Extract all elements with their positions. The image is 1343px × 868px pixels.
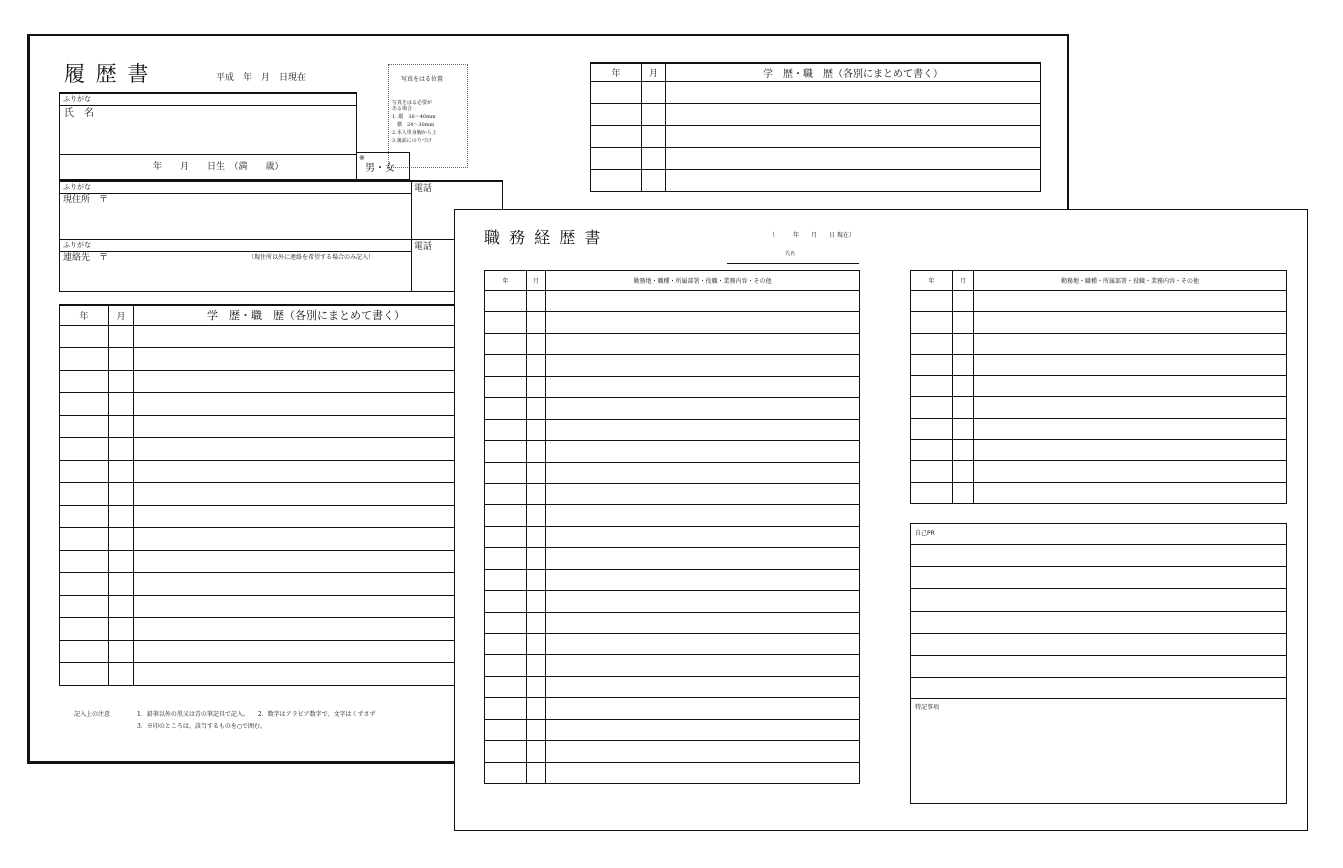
year-cell[interactable] <box>591 103 642 125</box>
content-cell[interactable] <box>546 698 860 719</box>
year-cell[interactable] <box>485 612 527 633</box>
content-cell[interactable] <box>134 663 479 686</box>
table-row <box>911 461 1287 482</box>
table-row <box>485 312 860 333</box>
year-cell[interactable] <box>60 640 109 663</box>
month-cell[interactable] <box>642 147 666 169</box>
content-cell[interactable] <box>546 505 860 526</box>
content-cell[interactable] <box>134 348 479 371</box>
table-row <box>60 663 479 686</box>
history-table-left <box>59 304 479 686</box>
month-cell[interactable] <box>527 441 546 462</box>
content-cell[interactable] <box>974 482 1287 503</box>
month-cell[interactable] <box>527 719 546 740</box>
month-cell[interactable] <box>527 698 546 719</box>
year-cell[interactable] <box>60 483 109 506</box>
table-row <box>911 418 1287 439</box>
year-cell[interactable] <box>911 312 953 333</box>
month-cell[interactable] <box>527 526 546 547</box>
content-cell[interactable] <box>974 354 1287 375</box>
year-cell[interactable] <box>591 125 642 147</box>
month-cell[interactable] <box>953 333 974 354</box>
table-row <box>485 698 860 719</box>
address-block <box>59 180 412 240</box>
year-cell[interactable] <box>60 618 109 641</box>
rirekisho-date-line: 平成 年 月 日現在 <box>216 73 307 83</box>
month-cell[interactable] <box>527 312 546 333</box>
year-cell[interactable] <box>485 526 527 547</box>
career-right-header-year: 年 <box>911 271 953 291</box>
content-cell[interactable] <box>974 291 1287 312</box>
month-cell[interactable] <box>527 676 546 697</box>
shokumu-sheet <box>454 209 1308 831</box>
content-cell[interactable] <box>546 483 860 504</box>
year-cell[interactable] <box>485 398 527 419</box>
content-cell[interactable] <box>546 655 860 676</box>
month-cell[interactable] <box>527 376 546 397</box>
year-cell[interactable] <box>60 460 109 483</box>
month-cell[interactable] <box>109 618 134 641</box>
month-cell[interactable] <box>527 548 546 569</box>
content-cell[interactable] <box>666 169 1041 191</box>
year-cell[interactable] <box>485 462 527 483</box>
year-cell[interactable] <box>485 483 527 504</box>
history-header-month: 月 <box>109 305 134 325</box>
table-row <box>60 618 479 641</box>
right-header-year: 年 <box>591 63 642 81</box>
year-cell[interactable] <box>485 333 527 354</box>
year-cell[interactable] <box>60 415 109 438</box>
month-cell[interactable] <box>527 355 546 376</box>
table-row <box>60 393 479 416</box>
table-row <box>485 569 860 590</box>
table-row <box>60 528 479 551</box>
year-cell[interactable] <box>911 482 953 503</box>
month-cell[interactable] <box>527 655 546 676</box>
shokumu-date-line: （ 年 月 日 現在） <box>769 232 855 239</box>
table-row <box>485 634 860 655</box>
table-row <box>485 548 860 569</box>
table-row <box>485 441 860 462</box>
table-row <box>591 169 1041 191</box>
career-table-right <box>910 270 1287 504</box>
table-row <box>60 505 479 528</box>
table-row <box>485 591 860 612</box>
month-cell[interactable] <box>527 398 546 419</box>
career-left-header-month: 月 <box>527 271 546 291</box>
address-furigana: ふりがな <box>63 183 91 191</box>
gender-box <box>357 152 410 180</box>
table-row <box>911 354 1287 375</box>
month-cell[interactable] <box>109 483 134 506</box>
birth-line: 年 月 日生 （満 歳） <box>153 162 284 172</box>
year-cell[interactable] <box>485 762 527 783</box>
month-cell[interactable] <box>527 483 546 504</box>
history-header-content: 学 歴・職 歴（各別にまとめて書く） <box>134 305 479 325</box>
content-cell[interactable] <box>974 461 1287 482</box>
contact-label: 連絡先 〒 <box>63 253 109 263</box>
name-label: 氏 名 <box>64 108 94 119</box>
furigana-label: ふりがな <box>63 95 91 103</box>
content-cell[interactable] <box>134 595 479 618</box>
table-row <box>485 483 860 504</box>
month-cell[interactable] <box>109 393 134 416</box>
month-cell[interactable] <box>527 419 546 440</box>
content-cell[interactable] <box>134 550 479 573</box>
year-cell[interactable] <box>485 719 527 740</box>
year-cell[interactable] <box>485 419 527 440</box>
month-cell[interactable] <box>527 612 546 633</box>
month-cell[interactable] <box>527 634 546 655</box>
content-cell[interactable] <box>546 355 860 376</box>
phone-label-2: 電話 <box>414 242 433 252</box>
content-cell[interactable] <box>546 462 860 483</box>
content-cell[interactable] <box>134 618 479 641</box>
photo-line: 1. 縦 36～40mm <box>392 114 436 120</box>
year-cell[interactable] <box>485 655 527 676</box>
month-cell[interactable] <box>109 505 134 528</box>
content-cell[interactable] <box>546 526 860 547</box>
content-cell[interactable] <box>974 333 1287 354</box>
photo-line: ある場合 <box>392 106 413 112</box>
table-row <box>485 762 860 783</box>
career-left-header-content: 勤務地・職種・所属部署・役職・業務内容・その他 <box>546 271 860 291</box>
career-right-header-month: 月 <box>953 271 974 291</box>
content-cell[interactable] <box>134 505 479 528</box>
year-cell[interactable] <box>911 376 953 397</box>
table-row <box>60 573 479 596</box>
content-cell[interactable] <box>546 291 860 312</box>
content-cell[interactable] <box>134 415 479 438</box>
address-label: 現住所 〒 <box>63 195 109 205</box>
month-cell[interactable] <box>527 291 546 312</box>
table-row <box>485 419 860 440</box>
content-cell[interactable] <box>974 440 1287 461</box>
year-cell[interactable] <box>485 741 527 762</box>
history-table-right <box>590 62 1041 192</box>
career-table-left <box>484 270 860 784</box>
year-cell[interactable] <box>911 291 953 312</box>
year-cell[interactable] <box>591 147 642 169</box>
content-cell[interactable] <box>666 81 1041 103</box>
content-cell[interactable] <box>974 418 1287 439</box>
content-cell[interactable] <box>546 719 860 740</box>
content-cell[interactable] <box>546 419 860 440</box>
content-cell[interactable] <box>134 528 479 551</box>
month-cell[interactable] <box>109 663 134 686</box>
content-cell[interactable] <box>546 441 860 462</box>
table-row <box>60 640 479 663</box>
photo-line: 2.本人単身胸から上 <box>392 130 437 136</box>
month-cell[interactable] <box>527 741 546 762</box>
phone-label: 電話 <box>414 184 433 194</box>
contact-block <box>59 240 412 292</box>
month-cell[interactable] <box>642 81 666 103</box>
table-row <box>485 526 860 547</box>
month-cell[interactable] <box>953 461 974 482</box>
name-block <box>59 92 357 180</box>
photo-line: 写真をはる必要が <box>392 100 433 106</box>
year-cell[interactable] <box>60 663 109 686</box>
self-pr-label: 自己PR <box>915 530 935 537</box>
content-cell[interactable] <box>666 103 1041 125</box>
year-cell[interactable] <box>485 698 527 719</box>
year-cell[interactable] <box>591 81 642 103</box>
table-row <box>60 438 479 461</box>
gender-label: 男・女 <box>365 163 395 174</box>
year-cell[interactable] <box>485 376 527 397</box>
year-cell[interactable] <box>60 550 109 573</box>
month-cell[interactable] <box>953 376 974 397</box>
right-header-content: 学 歴・職 歴（各別にまとめて書く） <box>666 63 1041 81</box>
table-row <box>60 595 479 618</box>
photo-line: 3.裏面にのりづけ <box>392 138 432 144</box>
photo-title: 写真をはる位置 <box>401 76 444 83</box>
content-cell[interactable] <box>134 483 479 506</box>
month-cell[interactable] <box>953 418 974 439</box>
content-cell[interactable] <box>134 393 479 416</box>
table-row <box>911 291 1287 312</box>
year-cell[interactable] <box>485 676 527 697</box>
month-cell[interactable] <box>953 291 974 312</box>
year-cell[interactable] <box>60 325 109 348</box>
table-row <box>485 505 860 526</box>
content-cell[interactable] <box>666 147 1041 169</box>
year-cell[interactable] <box>60 393 109 416</box>
year-cell[interactable] <box>60 595 109 618</box>
year-cell[interactable] <box>485 291 527 312</box>
career-right-header-content: 勤務地・職種・所属部署・役職・業務内容・その他 <box>974 271 1287 291</box>
contact-note: （現住所以外に連絡を希望する場合のみ記入） <box>248 254 375 261</box>
year-cell[interactable] <box>485 569 527 590</box>
year-cell[interactable] <box>485 634 527 655</box>
table-row <box>911 440 1287 461</box>
content-cell[interactable] <box>666 125 1041 147</box>
month-cell[interactable] <box>109 640 134 663</box>
year-cell[interactable] <box>485 441 527 462</box>
table-row <box>485 676 860 697</box>
content-cell[interactable] <box>546 591 860 612</box>
table-row <box>911 333 1287 354</box>
month-cell[interactable] <box>109 415 134 438</box>
table-row <box>911 312 1287 333</box>
month-cell[interactable] <box>527 333 546 354</box>
right-header-month: 月 <box>642 63 666 81</box>
month-cell[interactable] <box>642 125 666 147</box>
month-cell[interactable] <box>109 325 134 348</box>
content-cell[interactable] <box>546 569 860 590</box>
month-cell[interactable] <box>109 550 134 573</box>
content-cell[interactable] <box>546 676 860 697</box>
table-row <box>60 483 479 506</box>
table-row <box>591 147 1041 169</box>
shokumu-title: 職 務 経 歴 書 <box>484 228 603 247</box>
year-cell[interactable] <box>591 169 642 191</box>
photo-line: 横 24～30mm <box>392 122 435 128</box>
year-cell[interactable] <box>60 573 109 596</box>
month-cell[interactable] <box>642 169 666 191</box>
year-cell[interactable] <box>60 370 109 393</box>
year-cell[interactable] <box>911 461 953 482</box>
table-row <box>485 398 860 419</box>
month-cell[interactable] <box>109 460 134 483</box>
content-cell[interactable] <box>546 376 860 397</box>
month-cell[interactable] <box>109 348 134 371</box>
month-cell[interactable] <box>953 440 974 461</box>
content-cell[interactable] <box>974 376 1287 397</box>
month-cell[interactable] <box>953 482 974 503</box>
year-cell[interactable] <box>485 355 527 376</box>
table-row <box>60 325 479 348</box>
history-header-year: 年 <box>60 305 109 325</box>
table-row <box>911 397 1287 418</box>
year-cell[interactable] <box>485 505 527 526</box>
year-cell[interactable] <box>911 418 953 439</box>
content-cell[interactable] <box>974 397 1287 418</box>
month-cell[interactable] <box>642 103 666 125</box>
self-pr-box <box>910 523 1287 699</box>
month-cell[interactable] <box>109 595 134 618</box>
table-row <box>485 333 860 354</box>
year-cell[interactable] <box>911 397 953 418</box>
month-cell[interactable] <box>527 591 546 612</box>
content-cell[interactable] <box>546 548 860 569</box>
year-cell[interactable] <box>911 333 953 354</box>
year-cell[interactable] <box>60 348 109 371</box>
month-cell[interactable] <box>109 573 134 596</box>
table-row <box>485 741 860 762</box>
rirekisho-title: 履 歴 書 <box>64 62 151 86</box>
table-row <box>591 103 1041 125</box>
content-cell[interactable] <box>546 634 860 655</box>
table-row <box>485 719 860 740</box>
table-row <box>60 415 479 438</box>
content-cell[interactable] <box>134 325 479 348</box>
year-cell[interactable] <box>485 548 527 569</box>
month-cell[interactable] <box>527 569 546 590</box>
year-cell[interactable] <box>60 438 109 461</box>
table-row <box>60 370 479 393</box>
table-row <box>591 81 1041 103</box>
content-cell[interactable] <box>546 312 860 333</box>
month-cell[interactable] <box>953 312 974 333</box>
content-cell[interactable] <box>134 640 479 663</box>
content-cell[interactable] <box>134 438 479 461</box>
month-cell[interactable] <box>109 528 134 551</box>
table-row <box>485 655 860 676</box>
content-cell[interactable] <box>546 762 860 783</box>
table-row <box>60 348 479 371</box>
year-cell[interactable] <box>485 591 527 612</box>
content-cell[interactable] <box>134 460 479 483</box>
content-cell[interactable] <box>134 370 479 393</box>
year-cell[interactable] <box>60 528 109 551</box>
gender-mark: ※ <box>359 154 365 162</box>
note-2: 3．※印のところは、該当するものを○で囲む。 <box>137 723 267 730</box>
month-cell[interactable] <box>953 397 974 418</box>
year-cell[interactable] <box>485 312 527 333</box>
table-row <box>485 612 860 633</box>
table-row <box>485 291 860 312</box>
table-row <box>485 355 860 376</box>
table-row <box>911 482 1287 503</box>
note-1: 1．鉛筆以外の黒又は青の筆記具で記入。 2．数字はアラビア数字で、文字はくずさず <box>137 711 376 718</box>
table-row <box>591 125 1041 147</box>
month-cell[interactable] <box>527 462 546 483</box>
table-row <box>911 376 1287 397</box>
content-cell[interactable] <box>134 573 479 596</box>
month-cell[interactable] <box>527 762 546 783</box>
content-cell[interactable] <box>546 612 860 633</box>
content-cell[interactable] <box>546 333 860 354</box>
contact-furigana: ふりがな <box>63 241 91 249</box>
notes-label: 記入上の注意 <box>74 711 111 718</box>
special-notes-label: 特記事項 <box>915 704 940 711</box>
table-row <box>485 462 860 483</box>
content-cell[interactable] <box>546 398 860 419</box>
year-cell[interactable] <box>911 354 953 375</box>
shokumu-name-label: 氏名 <box>785 251 796 257</box>
content-cell[interactable] <box>546 741 860 762</box>
table-row <box>60 550 479 573</box>
table-row <box>60 460 479 483</box>
career-left-header-year: 年 <box>485 271 527 291</box>
month-cell[interactable] <box>109 370 134 393</box>
year-cell[interactable] <box>911 440 953 461</box>
month-cell[interactable] <box>527 505 546 526</box>
month-cell[interactable] <box>953 354 974 375</box>
special-notes-box <box>910 698 1287 804</box>
month-cell[interactable] <box>109 438 134 461</box>
year-cell[interactable] <box>60 505 109 528</box>
table-row <box>485 376 860 397</box>
content-cell[interactable] <box>974 312 1287 333</box>
